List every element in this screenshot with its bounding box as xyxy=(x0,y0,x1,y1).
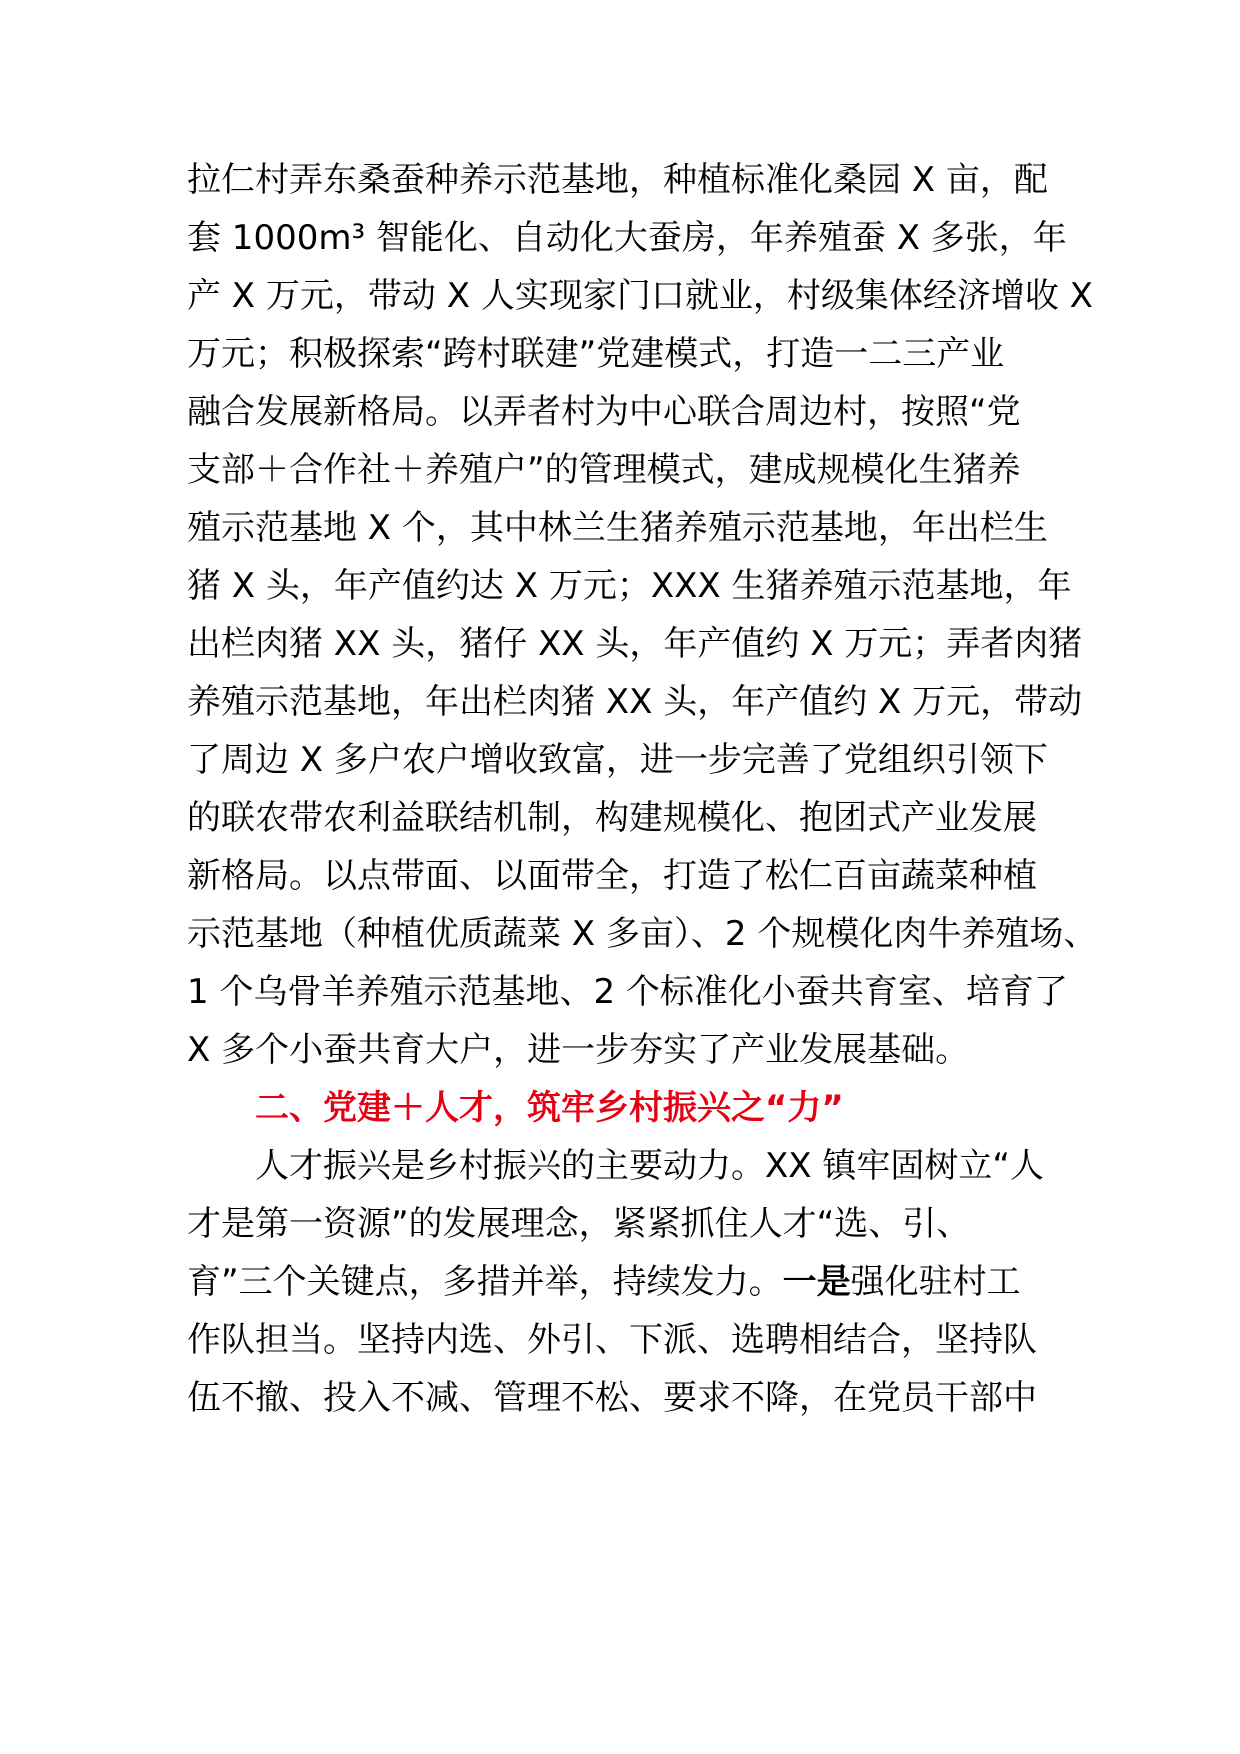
paragraph-line: 万元；积极探索“跨村联建”党建模式，打造一二三产业 xyxy=(187,334,1005,374)
paragraph-text: 强化驻村工 xyxy=(850,1262,1021,1302)
paragraph-line: 套 1000m³ 智能化、自动化大蚕房，年养殖蚕 X 多张，年 xyxy=(187,218,1067,258)
paragraph-line: 人才振兴是乡村振兴的主要动力。XX 镇牢固树立“人 xyxy=(255,1146,1045,1186)
paragraph-line: 产 X 万元，带动 X 人实现家门口就业，村级集体经济增收 X xyxy=(187,276,1093,316)
paragraph-line: 作队担当。坚持内选、外引、下派、选聘相结合，坚持队 xyxy=(187,1320,1037,1360)
paragraph-line: 的联农带农利益联结机制，构建规模化、抱团式产业发展 xyxy=(187,798,1037,838)
paragraph-line: 示范基地（种植优质蔬菜 X 多亩）、2 个规模化肉牛养殖场、 xyxy=(187,914,1098,954)
paragraph-line xyxy=(187,1262,1021,1302)
paragraph-line: 融合发展新格局。以弄者村为中心联合周边村，按照“党 xyxy=(187,392,1021,432)
paragraph-line: X 多个小蚕共育大户，进一步夯实了产业发展基础。 xyxy=(187,1030,970,1070)
paragraph-line: 猪 X 头，年产值约达 X 万元；XXX 生猪养殖示范基地，年 xyxy=(187,566,1072,606)
paragraph-text: 育”三个关键点，多措并举，持续发力。 xyxy=(187,1262,783,1302)
paragraph-line: 养殖示范基地，年出栏肉猪 XX 头，年产值约 X 万元，带动 xyxy=(187,682,1083,722)
paragraph-line: 新格局。以点带面、以面带全，打造了松仁百亩蔬菜种植 xyxy=(187,856,1037,896)
section-heading: 二、党建＋人才，筑牢乡村振兴之“力” xyxy=(255,1088,844,1128)
paragraph-line: 支部＋合作社＋养殖户”的管理模式，建成规模化生猪养 xyxy=(187,450,1021,490)
paragraph-line: 才是第一资源”的发展理念，紧紧抓住人才“选、引、 xyxy=(187,1204,971,1244)
paragraph-line: 拉仁村弄东桑蚕种养示范基地，种植标准化桑园 X 亩，配 xyxy=(187,160,1048,200)
bold-lead: 一是 xyxy=(782,1262,851,1302)
paragraph-line: 伍不撤、投入不减、管理不松、要求不降，在党员干部中 xyxy=(187,1378,1037,1418)
paragraph-line: 殖示范基地 X 个，其中林兰生猪养殖示范基地，年出栏生 xyxy=(187,508,1048,548)
paragraph-line: 出栏肉猪 XX 头，猪仔 XX 头，年产值约 X 万元；弄者肉猪 xyxy=(187,624,1083,664)
paragraph-line: 1 个乌骨羊养殖示范基地、2 个标准化小蚕共育室、培育了 xyxy=(187,972,1068,1012)
paragraph-line: 了周边 X 多户农户增收致富，进一步完善了党组织引领下 xyxy=(187,740,1048,780)
